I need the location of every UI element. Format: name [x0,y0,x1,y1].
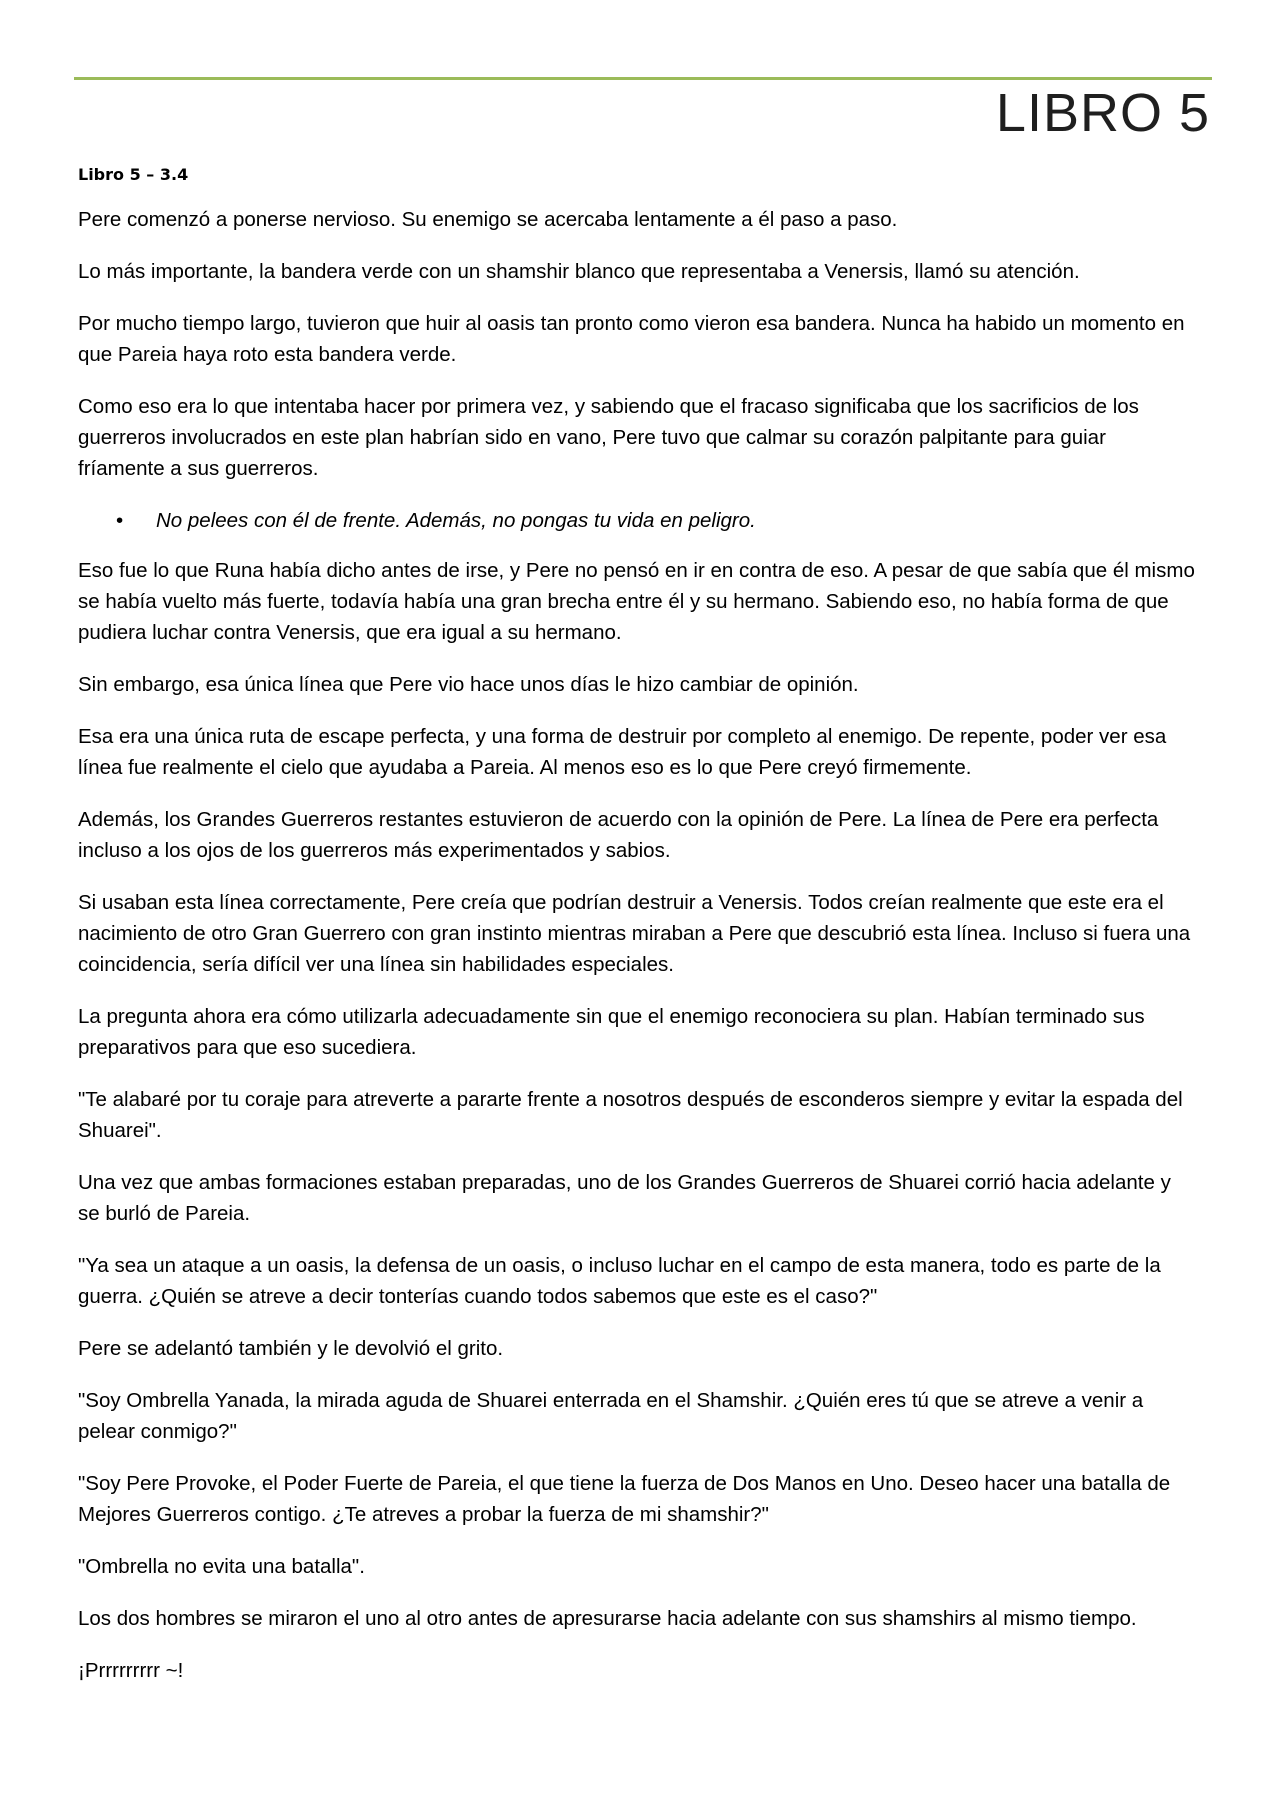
page-header-title: LIBRO 5 [995,83,1210,143]
paragraph: La pregunta ahora era cómo utilizarla adecuadamente sin que el enemigo reconociera su plan. Habían terminado sus preparativos para que eso sucediera. [78,1005,1145,1059]
paragraph: Si usaban esta línea correctamente, Pere creía que podrían destruir a Venersis. Todos creían realmente que este era el nacimiento de otro Gran Guerrero con gran instinto mientras miraban a Pere que descubrió esta línea. Incluso si fuera una coincidencia, sería difícil ver una línea sin habilidades especiales. [78,891,1191,976]
paragraph: Pere comenzó a ponerse nervioso. Su enemigo se acercaba lentamente a él paso a paso. [78,208,898,231]
paragraph: Pere se adelantó también y le devolvió el grito. [78,1337,504,1360]
paragraph: "Soy Pere Provoke, el Poder Fuerte de Pareia, el que tiene la fuerza de Dos Manos en Uno. Deseo hacer una batalla de Mejores Guerreros contigo. ¿Te atreves a probar la fuerza de mi shamshir?" [78,1472,1171,1526]
paragraph: Eso fue lo que Runa había dicho antes de irse, y Pere no pensó en ir en contra de eso. A pesar de que sabía que él mismo se había vuelto más fuerte, todavía había una gran brecha entre él y su hermano. Sabiendo eso, no había forma de que pudiera luchar contra Venersis, que era igual a su hermano. [78,559,1195,644]
paragraph: ¡Prrrrrrrrr ~! [78,1659,184,1682]
paragraph: Además, los Grandes Guerreros restantes estuvieron de acuerdo con la opinión de Pere. La línea de Pere era perfecta incluso a los ojos de los guerreros más experimentados y sabios. [78,808,1159,862]
header-rule [74,77,1212,80]
paragraph: "Soy Ombrella Yanada, la mirada aguda de Shuarei enterrada en el Shamshir. ¿Quién eres tú que se atreve a venir a pelear conmigo?" [78,1389,1144,1443]
paragraph: Esa era una única ruta de escape perfecta, y una forma de destruir por completo al enemigo. De repente, poder ver esa línea fue realmente el cielo que ayudaba a Pareia. Al menos eso es lo que Pere creyó firmemente. [78,725,1167,779]
bullet-item [78,505,1198,536]
paragraph: "Ombrella no evita una batalla". [78,1555,365,1578]
paragraph: "Te alabaré por tu coraje para atreverte a pararte frente a nosotros después de esconderos siempre y evitar la espada del Shuarei". [78,1088,1183,1142]
paragraph: Una vez que ambas formaciones estaban preparadas, uno de los Grandes Guerreros de Shuarei corrió hacia adelante y se burló de Pareia. [78,1171,1171,1225]
bullet-dot: • [116,509,124,532]
body-text [78,204,1198,1707]
paragraph: Sin embargo, esa única línea que Pere vio hace unos días le hizo cambiar de opinión. [78,673,859,696]
section-label: Libro 5 – 3.4 [78,165,189,184]
paragraph: Los dos hombres se miraron el uno al otro antes de apresurarse hacia adelante con sus shamshirs al mismo tiempo. [78,1607,1137,1630]
paragraph: "Ya sea un ataque a un oasis, la defensa de un oasis, o incluso luchar en el campo de esta manera, todo es parte de la guerra. ¿Quién se atreve a decir tonterías cuando todos sabemos que este es el caso?" [78,1254,1161,1308]
paragraph: Por mucho tiempo largo, tuvieron que huir al oasis tan pronto como vieron esa bandera. Nunca ha habido un momento en que Pareia haya roto esta bandera verde. [78,312,1185,366]
paragraph: Lo más importante, la bandera verde con un shamshir blanco que representaba a Venersis, llamó su atención. [78,260,1080,283]
paragraph: Como eso era lo que intentaba hacer por primera vez, y sabiendo que el fracaso significaba que los sacrificios de los guerreros involucrados en este plan habrían sido en vano, Pere tuvo que calmar su corazón palpitante para guiar fríamente a sus guerreros. [78,395,1139,480]
bullet-text: No pelees con él de frente. Además, no pongas tu vida en peligro. [156,509,756,532]
